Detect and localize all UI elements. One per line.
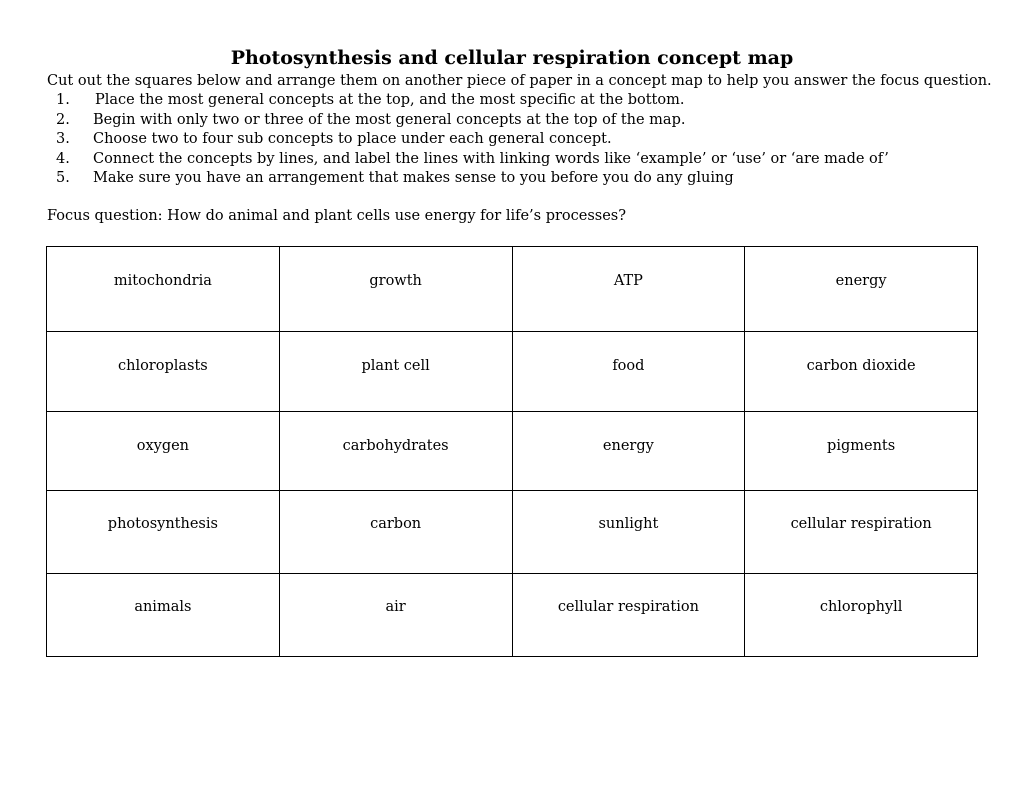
step-text: Connect the concepts by lines, and label the lines with linking words like ‘example’ or ‘use’ or ‘are made of’ [93,150,889,167]
concept-card [512,491,745,574]
concept-label: carbon [370,516,422,532]
focus-question: Focus question: How do animal and plant cells use energy for life’s processes? [47,208,627,224]
table-row [47,412,978,491]
concept-label: energy [835,273,887,289]
concept-cards-table [46,246,978,657]
concept-card [745,412,978,491]
concept-label: carbohydrates [342,438,449,454]
concept-label: photosynthesis [107,516,218,532]
step-number: 3. [56,131,70,147]
table-row [47,332,978,412]
concept-label: cellular respiration [557,599,699,615]
concept-label: growth [369,273,422,289]
step-text: Make sure you have an arrangement that makes sense to you before you do any gluing [93,170,734,186]
concept-label: food [612,358,645,374]
step-text: Place the most general concepts at the top, and the most specific at the bottom. [95,92,685,108]
concept-card [47,247,280,332]
concept-label: pigments [827,438,896,454]
step-number: 5. [56,170,70,186]
concept-card [512,574,745,657]
step-number: 2. [56,111,70,128]
concept-card [47,332,280,412]
table-row [47,247,978,332]
step-text: Begin with only two or three of the most general concepts at the top of the map. [93,111,686,128]
table-row [47,491,978,574]
concept-label: animals [134,599,192,615]
concept-card [279,332,512,412]
concept-label: plant cell [361,358,430,374]
concept-card [745,332,978,412]
instructions-intro: Cut out the squares below and arrange them on another piece of paper in a concept map to help you answer the focus question. [47,73,992,89]
concept-label: ATP [613,273,643,289]
concept-card [512,332,745,412]
concept-card [279,574,512,657]
concept-label: chloroplasts [117,358,208,374]
page-title: Photosynthesis and cellular respiration concept map [230,47,794,69]
concept-card [47,491,280,574]
concept-label: chlorophyll [819,599,903,615]
concept-label: air [385,599,406,615]
step-number: 1. [56,92,70,108]
concept-card [279,412,512,491]
concept-card [279,247,512,332]
concept-label: mitochondria [113,273,212,289]
table-row [47,574,978,657]
concept-label: oxygen [136,438,190,454]
concept-card [745,574,978,657]
concept-card [745,247,978,332]
concept-card [47,574,280,657]
concept-label: cellular respiration [790,516,932,532]
concept-label: sunlight [598,516,659,532]
concept-card [47,412,280,491]
concept-card [512,412,745,491]
concept-card [279,491,512,574]
concept-label: energy [602,438,654,454]
concept-card [512,247,745,332]
concept-label: carbon dioxide [806,358,916,374]
step-text: Choose two to four sub concepts to place under each general concept. [93,131,612,147]
step-number: 4. [56,150,70,167]
concept-card [745,491,978,574]
